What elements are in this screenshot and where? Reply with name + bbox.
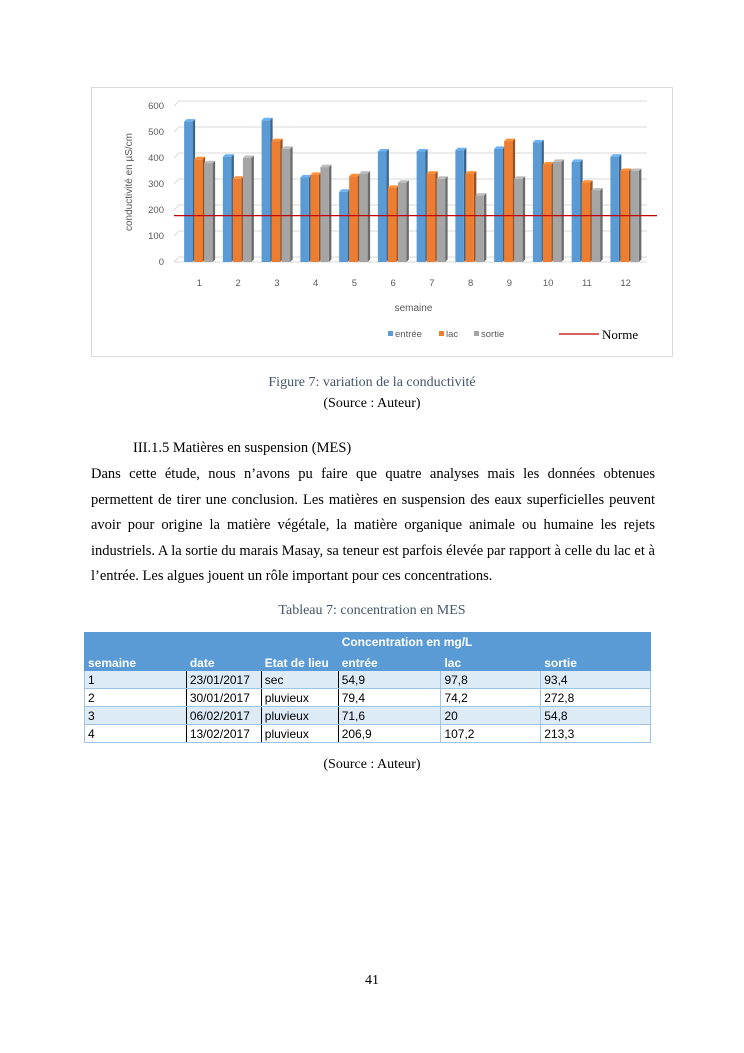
- bar-lac-3: [272, 139, 283, 262]
- bar-entrée-6: [378, 149, 389, 262]
- legend-label-entrée: entrée: [395, 329, 422, 340]
- bar-front: [262, 120, 271, 262]
- bar-front: [630, 171, 639, 262]
- table-row: [85, 725, 651, 743]
- x-tick-label: 5: [351, 278, 358, 289]
- x-tick-label: 2: [235, 278, 241, 289]
- chart-canvas: [92, 88, 674, 358]
- bar-entrée-12: [610, 154, 621, 262]
- bar-lac-10: [543, 162, 554, 262]
- bar-front: [349, 176, 358, 262]
- bar-side: [523, 176, 526, 262]
- bar-front: [437, 179, 446, 262]
- bar-front: [233, 179, 242, 262]
- bar-lac-7: [427, 171, 438, 262]
- y-axis-title: conductivité en µS/cm: [124, 132, 135, 232]
- y-tick-label: 600: [148, 101, 164, 112]
- legend-label-lac: lac: [446, 329, 459, 340]
- bar-sortie-1: [204, 161, 215, 262]
- y-tick-label: 500: [148, 127, 164, 138]
- bar-sortie-9: [514, 176, 525, 262]
- x-tick-label: 10: [542, 278, 554, 289]
- bar-front: [553, 162, 562, 262]
- bar-side: [484, 193, 487, 262]
- bar-front: [610, 157, 619, 262]
- table-cell: 54,9: [338, 671, 441, 689]
- bar-front: [282, 149, 291, 262]
- figure-source: (Source : Auteur): [323, 396, 421, 411]
- x-axis-title: semaine: [394, 303, 433, 314]
- gridline: [174, 101, 647, 106]
- table-cell: 3: [85, 707, 187, 725]
- bar-side: [290, 146, 293, 262]
- table-cell: sec: [261, 671, 338, 689]
- bar-side: [561, 159, 564, 262]
- table-row: [85, 671, 651, 689]
- table-cell: 54,8: [541, 707, 651, 725]
- x-tick-label: 11: [581, 278, 592, 289]
- table-cell: 71,6: [338, 707, 441, 725]
- table-row: [85, 689, 651, 707]
- legend-swatch-lac: [439, 331, 444, 336]
- bar-front: [582, 183, 591, 262]
- table-cell: 1: [85, 671, 187, 689]
- bar-sortie-7: [437, 176, 448, 262]
- gridline: [174, 127, 647, 132]
- bar-entrée-4: [300, 175, 311, 262]
- bar-front: [543, 165, 552, 263]
- x-tick-label: 7: [429, 278, 435, 289]
- bar-lac-1: [194, 157, 205, 262]
- table-group-header-empty: [85, 633, 339, 651]
- bar-sortie-3: [282, 146, 293, 262]
- bar-lac-2: [233, 176, 244, 262]
- conductivity-chart: [91, 87, 673, 357]
- bar-entrée-1: [184, 119, 195, 262]
- table-group-header: Concentration en mg/L: [338, 633, 650, 651]
- table-cell: pluvieux: [261, 707, 338, 725]
- figure-caption: Figure 7: variation de la conductivité: [268, 375, 476, 390]
- table-cell: 93,4: [541, 671, 651, 689]
- y-tick-label: 100: [148, 231, 164, 242]
- bar-front: [427, 174, 436, 262]
- table-cell: 97,8: [441, 671, 541, 689]
- header-date: date: [186, 651, 261, 671]
- bar-front: [465, 174, 474, 262]
- bar-front: [339, 192, 348, 262]
- bar-front: [184, 122, 193, 262]
- header-sortie: sortie: [541, 651, 651, 671]
- bar-sortie-10: [553, 159, 564, 262]
- bar-side: [600, 188, 603, 262]
- bar-side: [368, 171, 371, 262]
- table-cell: 20: [441, 707, 541, 725]
- body-paragraph: Dans cette étude, nous n’avons pu faire que quatre analyses mais les données obtenues permettent de tirer une conclusion. Les matières en suspension des eaux superficielles peuvent avoir pour origine la matière végétale, la matière organique animale ou humaine les rejets industriels. A la sortie du marais Masay, sa teneur est parfois élevée par rapport à celle du lac et à l’entrée. Les algues jouent un rôle important pour ces concentrations.: [91, 466, 655, 585]
- bar-front: [398, 183, 407, 262]
- bar-front: [300, 178, 309, 263]
- bar-side: [445, 176, 448, 262]
- bar-front: [223, 157, 232, 262]
- x-tick-label: 9: [506, 278, 513, 289]
- bar-front: [204, 163, 213, 262]
- mes-table: [84, 632, 651, 743]
- bar-sortie-5: [359, 171, 370, 262]
- bar-lac-9: [504, 139, 515, 262]
- bar-entrée-7: [417, 149, 428, 262]
- bar-sortie-2: [243, 156, 254, 263]
- bar-front: [320, 167, 329, 262]
- bar-front: [272, 141, 281, 262]
- bar-side: [213, 161, 216, 262]
- x-tick-label: 6: [390, 278, 396, 289]
- bar-sortie-8: [475, 193, 486, 262]
- bar-front: [475, 196, 484, 262]
- page-number: 41: [365, 973, 379, 988]
- bar-front: [455, 150, 464, 262]
- bar-front: [572, 162, 581, 262]
- bar-front: [310, 175, 319, 262]
- table-cell: 272,8: [541, 689, 651, 707]
- bar-front: [620, 171, 629, 262]
- bar-front: [359, 174, 368, 262]
- table-cell: 74,2: [441, 689, 541, 707]
- table-group-header-row: [85, 633, 651, 651]
- table-cell: 79,4: [338, 689, 441, 707]
- bar-front: [417, 152, 426, 263]
- bar-front: [243, 158, 252, 262]
- bar-front: [194, 159, 203, 262]
- legend-norm-label: Norme: [602, 327, 639, 342]
- x-tick-label: 4: [312, 278, 319, 289]
- bar-entrée-3: [262, 118, 273, 262]
- bar-side: [251, 156, 254, 263]
- table-header-row: [85, 651, 651, 671]
- table-row: [85, 707, 651, 725]
- table-cell: 2: [85, 689, 187, 707]
- bar-lac-4: [310, 172, 321, 262]
- bar-lac-11: [582, 180, 593, 262]
- table-cell: 06/02/2017: [186, 707, 261, 725]
- bar-side: [329, 165, 332, 262]
- y-tick-label: 200: [148, 205, 164, 216]
- table-cell: 13/02/2017: [186, 725, 261, 743]
- bar-front: [504, 141, 513, 262]
- bar-entrée-2: [223, 154, 234, 262]
- x-tick-label: 8: [467, 278, 474, 289]
- table-caption: Tableau 7: concentration en MES: [278, 603, 466, 618]
- legend-label-sortie: sortie: [481, 329, 505, 340]
- bar-lac-6: [388, 185, 399, 262]
- table-cell: 107,2: [441, 725, 541, 743]
- bar-entrée-10: [533, 140, 544, 262]
- y-tick-label: 300: [148, 179, 164, 190]
- table-cell: 4: [85, 725, 187, 743]
- legend-swatch-entrée: [388, 331, 393, 336]
- table-cell: pluvieux: [261, 725, 338, 743]
- x-tick-label: 12: [620, 278, 631, 289]
- bar-front: [514, 179, 523, 262]
- x-tick-label: 3: [274, 278, 280, 289]
- bar-front: [533, 142, 542, 262]
- header-lac: lac: [441, 651, 541, 671]
- legend-swatch-sortie: [474, 331, 479, 336]
- bar-lac-8: [465, 171, 476, 262]
- y-tick-label: 0: [158, 257, 164, 268]
- bar-front: [494, 149, 503, 262]
- bar-side: [406, 180, 409, 262]
- section-heading: III.1.5 Matières en suspension (MES): [133, 440, 352, 456]
- bar-lac-5: [349, 174, 360, 262]
- y-tick-label: 400: [148, 153, 164, 164]
- header-entree: entrée: [338, 651, 441, 671]
- table-cell: 206,9: [338, 725, 441, 743]
- bar-front: [388, 188, 397, 262]
- bar-entrée-11: [572, 159, 583, 262]
- bar-sortie-11: [592, 188, 603, 262]
- header-semaine: semaine: [85, 651, 187, 671]
- x-tick-label: 1: [196, 278, 203, 289]
- header-etat: Etat de lieu: [261, 651, 338, 671]
- bar-entrée-9: [494, 146, 505, 262]
- bar-front: [592, 191, 601, 263]
- bar-sortie-6: [398, 180, 409, 262]
- bar-entrée-5: [339, 189, 350, 262]
- bar-entrée-8: [455, 148, 466, 262]
- table-cell: 30/01/2017: [186, 689, 261, 707]
- table-cell: 213,3: [541, 725, 651, 743]
- table-cell: 23/01/2017: [186, 671, 261, 689]
- bar-sortie-4: [320, 165, 331, 262]
- table-cell: pluvieux: [261, 689, 338, 707]
- bar-front: [378, 152, 387, 263]
- table-source: (Source : Auteur): [323, 757, 421, 772]
